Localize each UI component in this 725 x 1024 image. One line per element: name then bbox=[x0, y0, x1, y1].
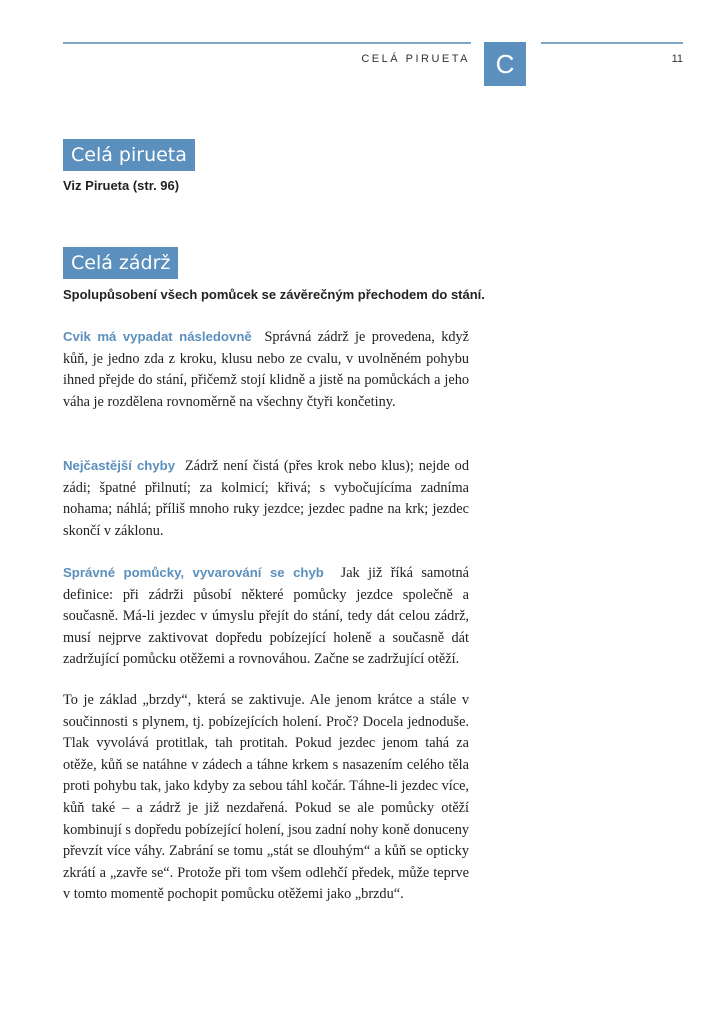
running-head: CELÁ PIRUETA bbox=[361, 53, 470, 65]
section-text-execution: Správná zádrž je provedena, když kůň, je jedno zda z kroku, klusu nebo ze cvalu, v uvolněném pohybu ihned přejde do stání, přičemž stojí klidně a jistě na pomůckách a jeho váha je rozdělena rovnoměrně na všechny čtyři končetiny. bbox=[63, 329, 469, 410]
entry-crossref: Viz Pirueta (str. 96) bbox=[63, 178, 180, 193]
page-number: 11 bbox=[671, 53, 683, 65]
section-text-aids: Jak již říká samotná definice: při zádrži působí některé pomůcky jezdce společně a současně. Má-li jezdec v úmyslu přejít do stání, tedy dát celou zádrž, musí nejprve zaktivovat dopředu pobízející holeně a současně dát zadržující pomůcku otěžemi a rovnováhou. Začne se zadržující otěží. bbox=[63, 565, 469, 668]
section-lead-errors: Nejčastější chyby bbox=[63, 458, 176, 473]
section-letter-badge: C bbox=[484, 42, 526, 86]
section-text-aids-continued: To je základ „brzdy“, která se zaktivuje. Ale jenom krátce a stále v součinnosti s plynem, tj. pobízejících holení. Proč? Docela jednoduše. Tlak vyvolává protitlak, tah protitah. Pokud jezdec jenom tahá za otěže, kůň se natáhne v zádech a táhne krkem s nasazením celého těla proti pohybu tak, jako kdyby za sebou táhl kočár. Táhne-li jezdec více, kůň také – a zádrž je již nezdařená. Pokud se ale pomůcky otěží kombinují s dopředu pobízející holení, jsou zadní nohy koně donuceny převzít více váhy. Zabrání se tomu „stát se dlouhým“ a kůň se opticky zkrátí a „zavře se“. Protože při tom všem odlehčí předek, může teprve v tomto momentě pochopit pomůcku otěžemi jako „brzdu“. bbox=[63, 692, 469, 903]
entry-title-cela-zadrz: Celá zádrž bbox=[63, 247, 178, 279]
section-execution bbox=[63, 326, 469, 413]
entry-title-cela-pirueta: Celá pirueta bbox=[63, 139, 195, 171]
section-correct-aids-continued bbox=[63, 690, 469, 906]
section-lead-aids: Správné pomůcky, vyvarování se chyb bbox=[63, 565, 324, 580]
header-rule-left bbox=[63, 42, 471, 44]
section-common-errors bbox=[63, 455, 469, 542]
section-lead-execution: Cvik má vypadat následovně bbox=[63, 329, 252, 344]
section-text-errors: Zádrž není čistá (přes krok nebo klus); nejde od zádi; špatné přilnutí; za kolmicí; křivá; s vybočujícíma zadníma nohama; náhlá; příliš mnoho ruky jezdce; jezdec padne na krk; jezdec skončí v záklonu. bbox=[63, 458, 469, 539]
entry-definition: Spolupůsobení všech pomůcek se závěrečným přechodem do stání. bbox=[63, 287, 485, 302]
header-rule-right bbox=[541, 42, 683, 44]
section-correct-aids bbox=[63, 562, 469, 671]
